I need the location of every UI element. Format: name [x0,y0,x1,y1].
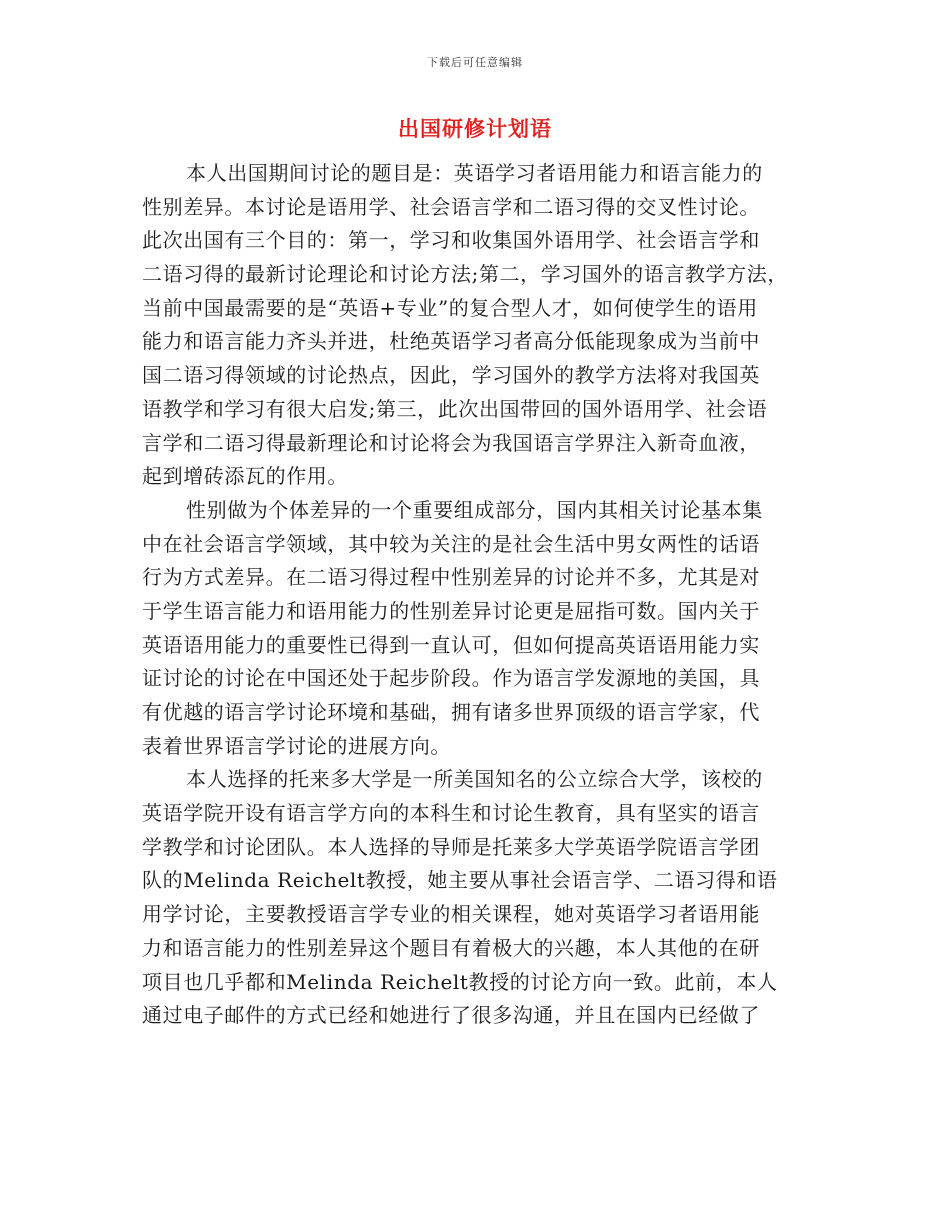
paragraph-2-line: 中在社会语言学领域，其中较为关注的是社会生活中男女两性的话语 [142,531,760,556]
paragraph-3-line: 通过电子邮件的方式已经和她进行了很多沟通，并且在国内已经做了 [142,1003,760,1028]
document-body [142,157,814,1033]
paragraph-3-line: 英语学院开设有语言学方向的本科生和讨论生教育，具有坚实的语言 [142,801,760,826]
paragraph-1-line: 此次出国有三个目的：第一，学习和收集国外语用学、社会语言学和 [142,228,760,253]
paragraph-1-line: 性别差异。本讨论是语用学、社会语言学和二语习得的交叉性讨论。 [142,194,760,219]
paragraph-3-line: 项目也几乎都和Melinda Reichelt教授的讨论方向一致。此前，本人 [142,969,778,994]
paragraph-2-line: 性别做为个体差异的一个重要组成部分，国内其相关讨论基本集 [186,497,763,522]
paragraph-3-line: 学教学和讨论团队。本人选择的导师是托莱多大学英语学院语言学团 [142,834,760,859]
paragraph-3-line: 本人选择的托来多大学是一所美国知名的公立综合大学，该校的 [186,767,763,792]
paragraph-2-line: 英语语用能力的重要性已得到一直认可，但如何提高英语语用能力实 [142,632,760,657]
paragraph-1-line: 能力和语言能力齐头并进，杜绝英语学习者高分低能现象成为当前中 [142,329,760,354]
paragraph-1-line: 二语习得的最新讨论理论和讨论方法;第二，学习国外的语言教学方法， [142,262,788,287]
paragraph-2-line: 行为方式差异。在二语习得过程中性别差异的讨论并不多，尤其是对 [142,565,760,590]
paragraph-2-line: 表着世界语言学讨论的进展方向。 [142,733,451,758]
header-note: 下载后可任意编辑 [427,56,523,69]
paragraph-1-line: 语教学和学习有很大启发;第三，此次出国带回的国外语用学、社会语 [142,396,768,421]
paragraph-2-line: 证讨论的讨论在中国还处于起步阶段。作为语言学发源地的美国，具 [142,666,760,691]
paragraph-2-line: 有优越的语言学讨论环境和基础，拥有诸多世界顶级的语言学家，代 [142,700,760,724]
paragraph-1-line: 国二语习得领域的讨论热点，因此，学习国外的教学方法将对我国英 [142,363,760,388]
paragraph-1-line: 本人出国期间讨论的题目是：英语学习者语用能力和语言能力的 [186,161,763,185]
paragraph-3-line: 用学讨论，主要教授语言学专业的相关课程，她对英语学习者语用能 [142,902,760,927]
paragraph-1-line: 当前中国最需要的是“英语+专业”的复合型人才，如何使学生的语用 [142,295,758,320]
document-title: 出国研修计划语 [398,117,552,141]
paragraph-3-line: 力和语言能力的性别差异这个题目有着极大的兴趣，本人其他的在研 [142,935,760,960]
paragraph-1-line: 起到增砖添瓦的作用。 [142,464,348,489]
paragraph-2-line: 于学生语言能力和语用能力的性别差异讨论更是屈指可数。国内关于 [142,598,760,623]
paragraph-3-line: 队的Melinda Reichelt教授，她主要从事社会语言学、二语习得和语 [142,868,778,893]
paragraph-1-line: 言学和二语习得最新理论和讨论将会为我国语言学界注入新奇血液， [142,430,760,455]
